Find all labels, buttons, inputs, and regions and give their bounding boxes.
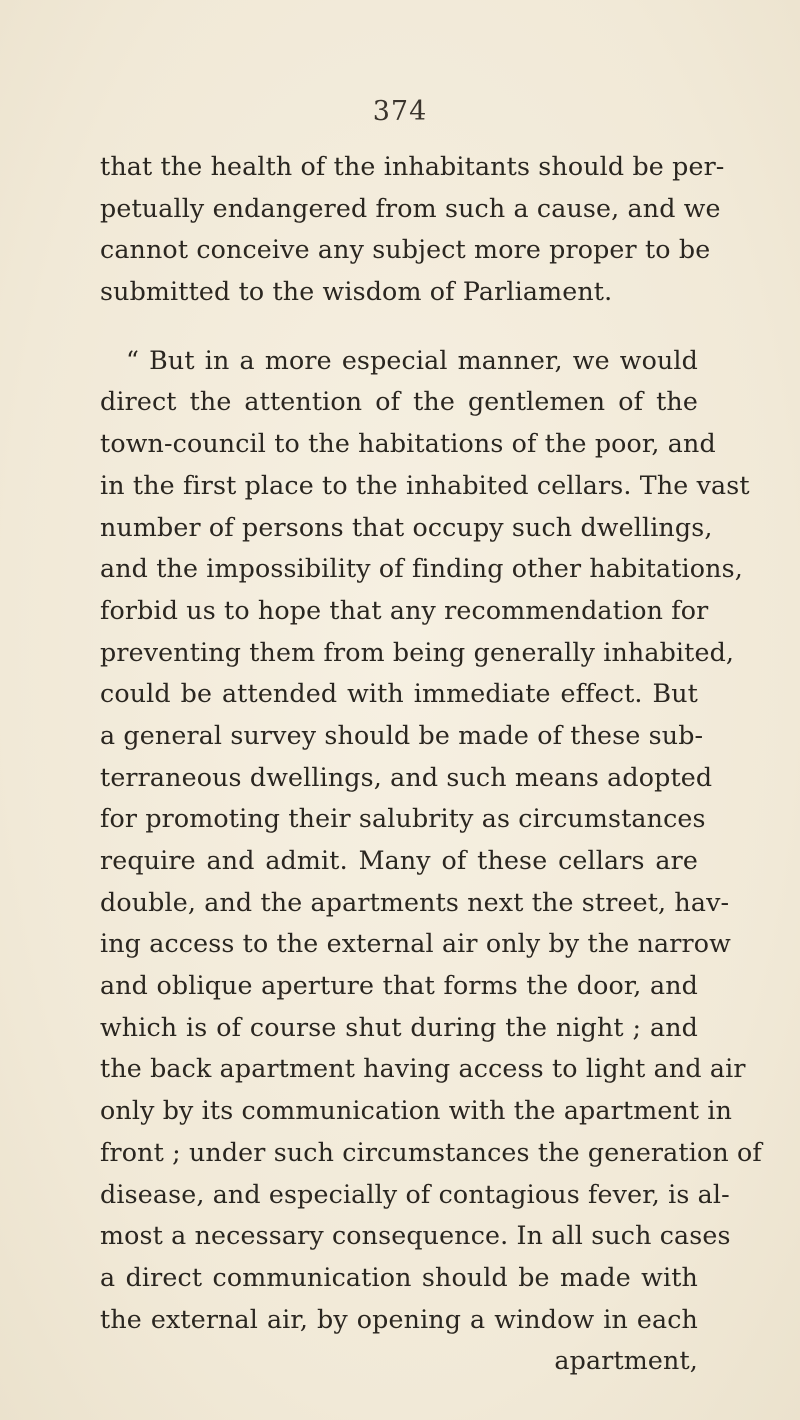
text-line: direct the attention of the gentlemen of the [100, 387, 698, 417]
text-line: and oblique aperture that forms the door, and [100, 971, 698, 1001]
text-line: double, and the apartments next the street, hav- [100, 887, 730, 917]
text-line: require and admit. Many of these cellars are [100, 846, 698, 875]
text-line: and the impossibility of finding other habitations, [100, 554, 743, 584]
text-line: cannot conceive any subject more proper to be [100, 235, 711, 265]
text-line: ing access to the external air only by the narrow [100, 929, 731, 959]
text-line: disease, and especially of contagious fever, is al- [100, 1179, 730, 1209]
text-line: the back apartment having access to light and air [100, 1054, 746, 1084]
text-line: “ But in a more especial manner, we would [126, 345, 698, 375]
text-line: that the health of the inhabitants should be per- [100, 152, 725, 181]
text-line: most a necessary consequence. In all such cases [100, 1221, 731, 1251]
text-line: in the first place to the inhabited cellars. The vast [100, 470, 750, 500]
text-line: a general survey should be made of these sub- [100, 720, 704, 750]
body-text [100, 146, 762, 1382]
text-line: a direct communication should be made with [100, 1262, 698, 1292]
page-number: 374 [372, 96, 428, 127]
text-line: for promoting their salubrity as circumstances [100, 804, 706, 834]
text-line: town-council to the habitations of the poor, and [100, 429, 716, 459]
text-line: forbid us to hope that any recommendation for [100, 595, 709, 625]
text-line: number of persons that occupy such dwellings, [100, 512, 713, 542]
text-line: which is of course shut during the night ; and [100, 1012, 698, 1042]
text-line: front ; under such circumstances the generation of [100, 1137, 762, 1167]
text-line: submitted to the wisdom of Parliament. [100, 277, 613, 307]
catchword: apartment, [554, 1346, 698, 1376]
text-line: terraneous dwellings, and such means adopted [100, 762, 713, 792]
text-line: preventing them from being generally inhabited, [100, 637, 735, 667]
text-line: petually endangered from such a cause, and we [100, 193, 721, 223]
paragraph-spacer [100, 313, 698, 340]
text-line: the external air, by opening a window in each [100, 1304, 698, 1334]
text-line: could be attended with immediate effect. But [100, 679, 698, 709]
text-line: only by its communication with the apartment in [100, 1096, 733, 1126]
